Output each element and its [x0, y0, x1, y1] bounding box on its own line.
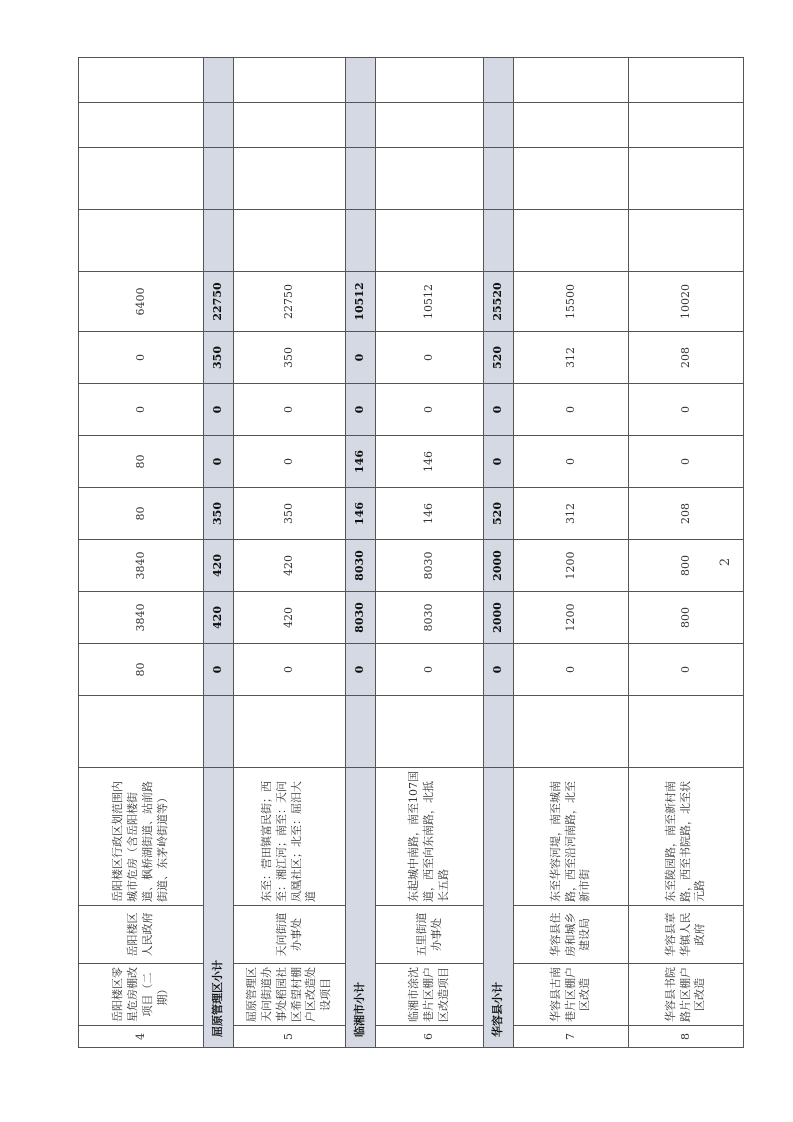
- value-cell: [514, 696, 629, 768]
- value-cell: [79, 148, 204, 210]
- value-cell: [346, 210, 376, 272]
- page-number: 2: [718, 557, 733, 567]
- value-cell: 0: [514, 384, 629, 436]
- value-cell: 0: [629, 384, 744, 436]
- value-cell: 2000: [484, 592, 514, 644]
- table-row: [376, 58, 484, 1048]
- value-cell: [514, 148, 629, 210]
- row-number: 8: [629, 1026, 744, 1048]
- value-cell: 420: [234, 540, 346, 592]
- value-cell: 0: [346, 644, 376, 696]
- value-cell: [376, 696, 484, 768]
- value-cell: 208: [629, 488, 744, 540]
- value-cell: [79, 103, 204, 148]
- subtotal-row: [346, 58, 376, 1048]
- value-cell: 0: [484, 436, 514, 488]
- value-cell: [484, 58, 514, 103]
- value-cell: [376, 103, 484, 148]
- value-cell: 2000: [484, 540, 514, 592]
- value-cell: 0: [79, 332, 204, 384]
- rotated-table-container: [78, 78, 743, 1048]
- project-scope: 东至华容河堤，南至城南路，西至沿河南路，北至新市街: [514, 768, 629, 906]
- row-number: 4: [79, 1026, 204, 1048]
- value-cell: 0: [376, 332, 484, 384]
- value-cell: 0: [234, 644, 346, 696]
- value-cell: [234, 148, 346, 210]
- value-cell: [234, 210, 346, 272]
- value-cell: [79, 58, 204, 103]
- value-cell: 0: [346, 384, 376, 436]
- value-cell: 80: [79, 488, 204, 540]
- value-cell: [79, 210, 204, 272]
- implementing-unit: 五里街道办事处: [376, 906, 484, 964]
- value-cell: 0: [234, 384, 346, 436]
- value-cell: 312: [514, 332, 629, 384]
- value-cell: 0: [484, 644, 514, 696]
- value-cell: [376, 148, 484, 210]
- value-cell: 800: [629, 540, 744, 592]
- value-cell: [514, 103, 629, 148]
- value-cell: [204, 103, 234, 148]
- value-cell: [629, 58, 744, 103]
- value-cell: 0: [376, 644, 484, 696]
- value-cell: 0: [79, 384, 204, 436]
- value-cell: 800: [629, 592, 744, 644]
- value-cell: [484, 148, 514, 210]
- value-cell: [234, 58, 346, 103]
- value-cell: [234, 696, 346, 768]
- value-cell: 0: [346, 332, 376, 384]
- value-cell: 22750: [204, 272, 234, 332]
- value-cell: 3840: [79, 540, 204, 592]
- value-cell: [484, 696, 514, 768]
- implementing-unit: 华容县住房和城乡建设局: [514, 906, 629, 964]
- value-cell: 8030: [376, 540, 484, 592]
- value-cell: 0: [514, 436, 629, 488]
- value-cell: 0: [514, 644, 629, 696]
- value-cell: 0: [629, 436, 744, 488]
- value-cell: 0: [204, 644, 234, 696]
- project-table: [78, 57, 744, 1048]
- implementing-unit: 华容县章华镇人民政府: [629, 906, 744, 964]
- table-row: [234, 58, 346, 1048]
- value-cell: 350: [204, 488, 234, 540]
- value-cell: 520: [484, 488, 514, 540]
- value-cell: 3840: [79, 592, 204, 644]
- value-cell: [629, 696, 744, 768]
- value-cell: 1200: [514, 540, 629, 592]
- subtotal-row: [484, 58, 514, 1048]
- value-cell: 0: [629, 644, 744, 696]
- row-number: 7: [514, 1026, 629, 1048]
- subtotal-label: 临湘市小计: [346, 768, 376, 1048]
- value-cell: 80: [79, 644, 204, 696]
- value-cell: [514, 58, 629, 103]
- value-cell: [484, 210, 514, 272]
- value-cell: [629, 103, 744, 148]
- value-cell: 208: [629, 332, 744, 384]
- value-cell: 420: [204, 540, 234, 592]
- value-cell: [346, 148, 376, 210]
- subtotal-label: 华容县小计: [484, 768, 514, 1048]
- row-number: 5: [234, 1026, 346, 1048]
- value-cell: 0: [484, 384, 514, 436]
- value-cell: 350: [234, 488, 346, 540]
- value-cell: [484, 103, 514, 148]
- value-cell: 146: [376, 436, 484, 488]
- project-name: 华容县古南巷片区棚户区改造: [514, 964, 629, 1026]
- value-cell: 350: [204, 332, 234, 384]
- value-cell: 22750: [234, 272, 346, 332]
- value-cell: [629, 210, 744, 272]
- value-cell: 6400: [79, 272, 204, 332]
- value-cell: [376, 58, 484, 103]
- value-cell: 1200: [514, 592, 629, 644]
- value-cell: 10512: [376, 272, 484, 332]
- value-cell: [346, 58, 376, 103]
- value-cell: [204, 210, 234, 272]
- value-cell: [204, 696, 234, 768]
- value-cell: [204, 58, 234, 103]
- subtotal-label: 屈原管理区小计: [204, 768, 234, 1048]
- project-scope: 东至陵园路，南至新村南路，西至书院路，北至状元路: [629, 768, 744, 906]
- value-cell: [514, 210, 629, 272]
- value-cell: 146: [376, 488, 484, 540]
- value-cell: 8030: [346, 540, 376, 592]
- project-scope: 东起城中南路，南至107国道，西至向东南路，北抵长五路: [376, 768, 484, 906]
- table-row: [514, 58, 629, 1048]
- value-cell: [204, 148, 234, 210]
- value-cell: 10020: [629, 272, 744, 332]
- value-cell: 312: [514, 488, 629, 540]
- project-name: 华容县书院路片区棚户区改造: [629, 964, 744, 1026]
- value-cell: 15500: [514, 272, 629, 332]
- implementing-unit: 岳阳楼区人民政府: [79, 906, 204, 964]
- value-cell: 80: [79, 436, 204, 488]
- value-cell: 146: [346, 436, 376, 488]
- value-cell: 8030: [346, 592, 376, 644]
- value-cell: 350: [234, 332, 346, 384]
- project-scope: 岳阳楼区行政区划范围内城市危房（含岳阳楼街道、枫桥湖街道、站前路街道、东茅岭街道等）: [79, 768, 204, 906]
- table-row: [79, 58, 204, 1048]
- project-name: 岳阳楼区零星危房棚改项目（二期）: [79, 964, 204, 1026]
- value-cell: 0: [234, 436, 346, 488]
- value-cell: [79, 696, 204, 768]
- value-cell: 8030: [376, 592, 484, 644]
- value-cell: 25520: [484, 272, 514, 332]
- value-cell: 520: [484, 332, 514, 384]
- value-cell: 0: [204, 436, 234, 488]
- value-cell: 420: [234, 592, 346, 644]
- value-cell: [376, 210, 484, 272]
- value-cell: 0: [376, 384, 484, 436]
- project-name: 临湘市涂沈巷片区棚户区改造项目: [376, 964, 484, 1026]
- value-cell: 420: [204, 592, 234, 644]
- value-cell: [234, 103, 346, 148]
- subtotal-row: [204, 58, 234, 1048]
- value-cell: 146: [346, 488, 376, 540]
- implementing-unit: 天问街道办事处: [234, 906, 346, 964]
- project-name: 屈原管理区天问街道办事处稻园社区希望村棚户区改造处设项目: [234, 964, 346, 1026]
- value-cell: [346, 696, 376, 768]
- row-number: 6: [376, 1026, 484, 1048]
- value-cell: [346, 103, 376, 148]
- value-cell: 10512: [346, 272, 376, 332]
- project-scope: 东至：营田镇富民街；西至：湘江河；南至：天问凤凰社区；北至：屈汨大道: [234, 768, 346, 906]
- value-cell: 0: [204, 384, 234, 436]
- value-cell: [629, 148, 744, 210]
